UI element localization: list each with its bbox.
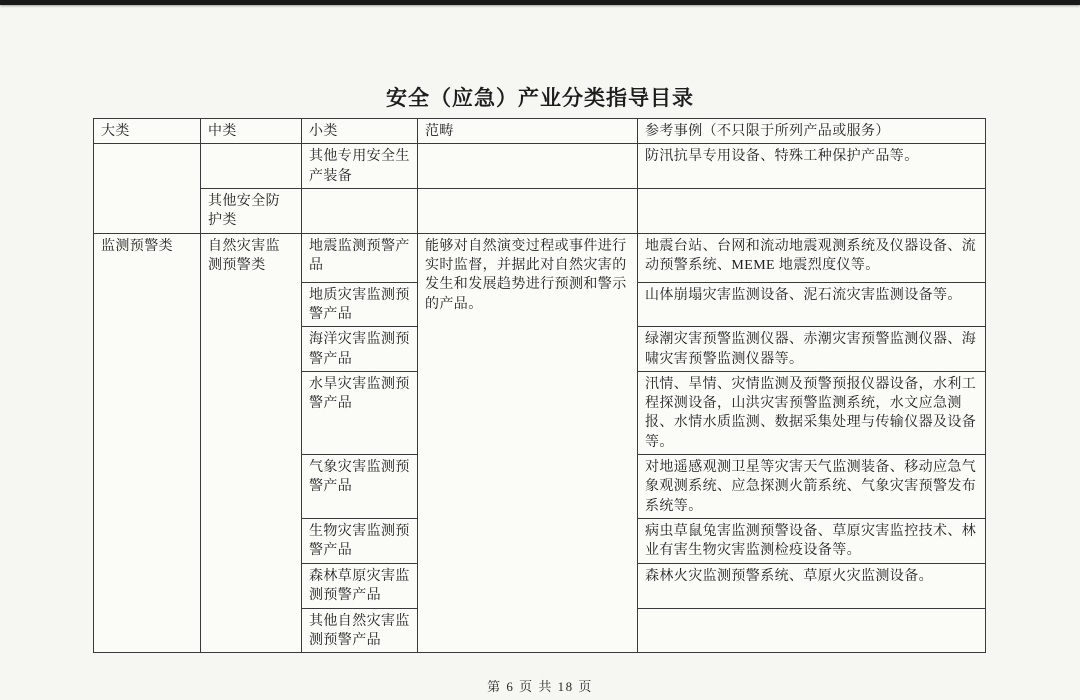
col-header-middle: 中类 [201, 119, 302, 144]
cell-examples: 森林火灾监测预警系统、草原火灾监测设备。 [638, 564, 986, 609]
cell-middle-empty [201, 144, 302, 189]
cell-examples: 汛情、旱情、灾情监测及预警预报仪器设备，水利工程探测设备，山洪灾害预警监测系统，水文应急测报、水情水质监测、数据采集处理与传输仪器及设备等。 [638, 371, 986, 454]
cell-scope-empty [418, 144, 638, 189]
page-number-footer: 第 6 页 共 18 页 [487, 679, 593, 694]
cell-minor: 地质灾害监测预警产品 [302, 282, 418, 327]
cell-examples-empty [638, 188, 986, 233]
table-row [94, 144, 986, 189]
cell-minor-empty [302, 188, 418, 233]
col-header-scope: 范畴 [418, 119, 638, 144]
scan-artifact-top-band [0, 0, 1080, 5]
cell-minor: 海洋灾害监测预警产品 [302, 327, 418, 372]
page-title: 安全（应急）产业分类指导目录 [386, 86, 694, 110]
cell-scope-empty [418, 188, 638, 233]
col-header-minor: 小类 [302, 119, 418, 144]
table-header-row [94, 119, 986, 144]
cell-examples: 地震台站、台网和流动地震观测系统及仪器设备、流动预警系统、MEME 地震烈度仪等。 [638, 233, 986, 282]
cell-examples: 绿潮灾害预警监测仪器、赤潮灾害预警监测仪器、海啸灾害预警监测仪器等。 [638, 327, 986, 372]
cell-minor: 其他专用安全生产装备 [302, 144, 418, 189]
cell-major-carryover-empty [94, 144, 201, 233]
cell-minor: 水旱灾害监测预警产品 [302, 371, 418, 454]
cell-minor: 其他自然灾害监测预警产品 [302, 608, 418, 653]
cell-middle: 其他安全防护类 [201, 188, 302, 233]
cell-examples: 对地遥感观测卫星等灾害天气监测装备、移动应急气象观测系统、应急探测火箭系统、气象灾害预警发布系统等。 [638, 455, 986, 519]
cell-minor: 生物灾害监测预警产品 [302, 519, 418, 564]
cell-examples-empty [638, 608, 986, 653]
cell-examples: 山体崩塌灾害监测设备、泥石流灾害监测设备等。 [638, 282, 986, 327]
classification-table [93, 118, 986, 653]
cell-minor: 气象灾害监测预警产品 [302, 455, 418, 519]
table-row [94, 233, 986, 282]
cell-minor: 森林草原灾害监测预警产品 [302, 564, 418, 609]
cell-examples: 防汛抗旱专用设备、特殊工种保护产品等。 [638, 144, 986, 189]
cell-scope-monitoring: 能够对自然演变过程或事件进行实时监督，并据此对自然灾害的发生和发展趋势进行预测和警示的产品。 [418, 233, 638, 653]
cell-minor: 地震监测预警产品 [302, 233, 418, 282]
cell-major-monitoring: 监测预警类 [94, 233, 201, 653]
cell-middle-natural-disaster: 自然灾害监测预警类 [201, 233, 302, 653]
col-header-examples: 参考事例（不只限于所列产品或服务） [638, 119, 986, 144]
cell-examples: 病虫草鼠兔害监测预警设备、草原灾害监控技术、林业有害生物灾害监测检疫设备等。 [638, 519, 986, 564]
table-row [94, 188, 986, 233]
col-header-major: 大类 [94, 119, 201, 144]
